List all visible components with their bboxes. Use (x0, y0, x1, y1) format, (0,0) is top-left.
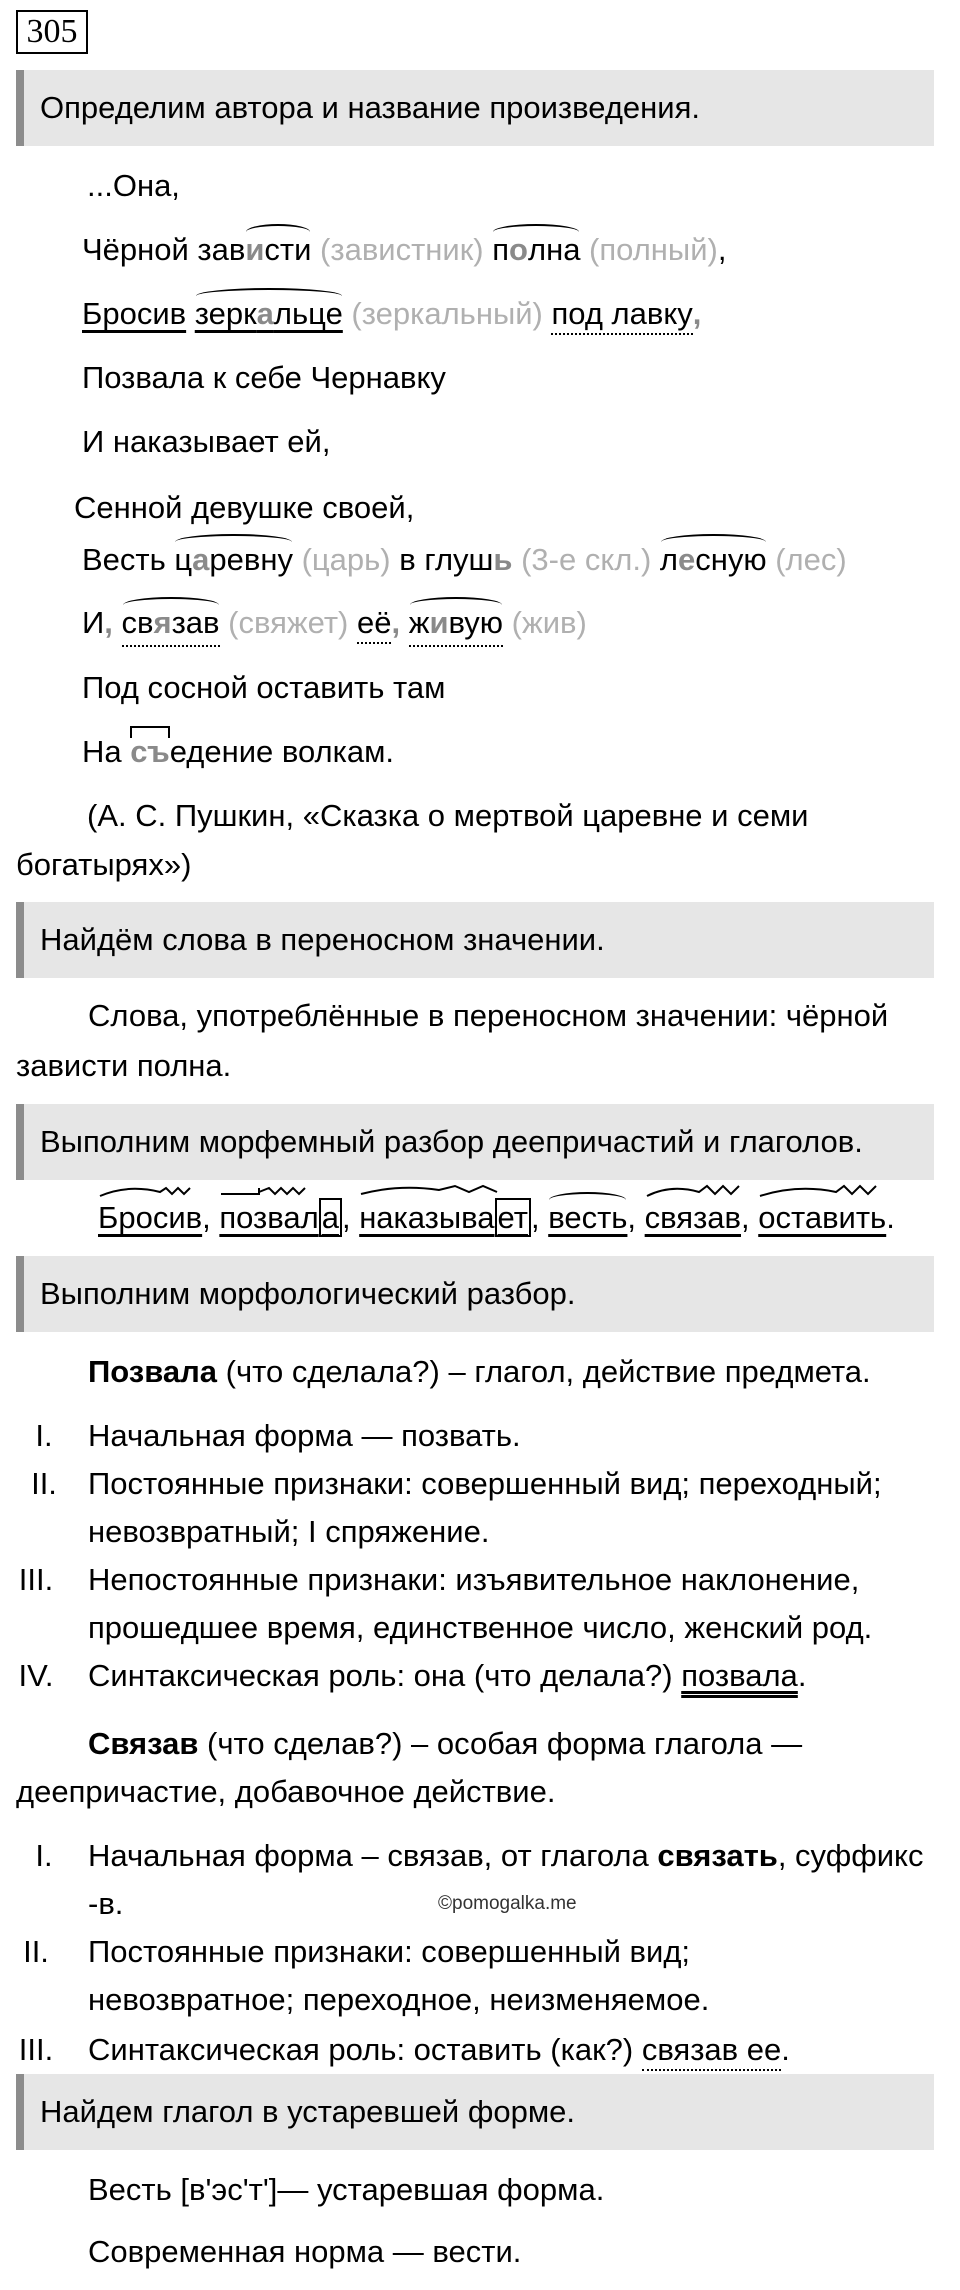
section-banner-author (16, 70, 934, 146)
analysis1-num-4: IV. (18, 1658, 54, 1693)
word-zerkaltse: зеркальце (195, 294, 343, 334)
poem-line-5: И наказывает ей, (82, 424, 331, 459)
section-title: Выполним морфемный разбор деепричастий и глаголов. (40, 1124, 863, 1159)
morpheme-word-nakazyvaet: наказывает (359, 1198, 531, 1238)
word-polna: полна (492, 230, 580, 270)
task-number: 305 (16, 10, 88, 54)
note-polny: (полный) (580, 232, 718, 267)
analysis1-num-2: II. (31, 1466, 57, 1501)
analysis1-item-2-line-2: невозвратный; I спряжение. (88, 1514, 490, 1549)
analysis2-item-1-line-2: -в. (88, 1886, 124, 1921)
section-banner-archaic (16, 2074, 934, 2150)
note-zhiv: (жив) (503, 605, 587, 640)
morpheme-word-vest: весть (548, 1198, 627, 1238)
analysis1-item-3-line-1: Непостоянные признаки: изъявительное наклонение, (88, 1562, 860, 1597)
dotted-adverbial: связав ее (642, 2032, 781, 2071)
word-tsarevnu: царевну (174, 540, 293, 580)
word-zhivuyu: живую (409, 603, 503, 647)
section-banner-morphological (16, 1256, 934, 1332)
word-brosiv: Бросив (82, 296, 187, 331)
section-banner-figurative (16, 902, 934, 978)
underlined-predicate: позвала (681, 1658, 798, 1693)
poem-line-3: Бросив зеркальце (зеркальный) под лавку, (82, 294, 701, 334)
note-tsar: (царь) (292, 542, 400, 577)
archaic-line-2: Современная норма — вести. (88, 2234, 522, 2269)
archaic-line-1: Весть [в'эс'т']— устаревшая форма. (88, 2172, 605, 2207)
word-pod-lavku: под лавку (551, 296, 692, 335)
analysis1-word: Позвала (88, 1354, 218, 1389)
poem-line-1: ...Она, (87, 168, 180, 203)
poem-line-2: Чёрной зависти (завистник) полна (полный), (82, 230, 726, 270)
morpheme-word-pozvala: позвала (219, 1198, 342, 1238)
section-title: Найдём слова в переносном значении. (40, 922, 605, 957)
analysis2-num-1: I. (35, 1838, 53, 1873)
morpheme-word-svyazav: связав (645, 1198, 741, 1238)
source-line-2: богатырях») (16, 847, 192, 882)
figurative-line-2: зависти полна. (16, 1048, 232, 1083)
analysis2-heading: Связав (что сделав?) – особая форма глагола — (88, 1726, 803, 1761)
analysis2-item-1: Начальная форма – связав, от глагола связать, суффикс (88, 1838, 924, 1873)
source-line-1: (А. С. Пушкин, «Сказка о мертвой царевне и семи (87, 798, 809, 833)
poem-line-4: Позвала к себе Чернавку (82, 360, 446, 395)
note-les: (лес) (766, 542, 847, 577)
analysis1-heading: Позвала (что сделала?) – глагол, действие предмета. (88, 1354, 871, 1389)
word-svyazav: связав (122, 603, 220, 647)
analysis2-item-2-line-1: Постоянные признаки: совершенный вид; (88, 1934, 691, 1969)
analysis2-heading-line-2: деепричастие, добавочное действие. (16, 1774, 556, 1809)
section-banner-morphemes (16, 1104, 934, 1180)
note-zerkalny: (зеркальный) (342, 296, 552, 331)
analysis1-num-1: I. (35, 1418, 53, 1453)
analysis2-word: Связав (88, 1726, 199, 1761)
analysis2-item-3: Синтаксическая роль: оставить (как?) связав ее. (88, 2030, 790, 2070)
section-title: Найдем глагол в устаревшей форме. (40, 2094, 576, 2129)
note-declension: (3-е скл.) (512, 542, 660, 577)
analysis1-num-3: III. (18, 1562, 54, 1597)
poem-line-7: Весть царевну (царь) в глушь (3-е скл.) лесную (лес) (82, 540, 847, 580)
word-eyo: её (357, 605, 391, 644)
watermark: ©pomogalka.me (438, 1893, 577, 1914)
analysis2-num-3: III. (18, 2032, 54, 2067)
morpheme-word-brosiv: Бросив (98, 1198, 202, 1238)
morpheme-word-ostavit: оставить (758, 1198, 886, 1238)
analysis1-item-1: Начальная форма — позвать. (88, 1418, 521, 1453)
section-title: Выполним морфологический разбор. (40, 1276, 576, 1311)
poem-line-8: И, связав (свяжет) её, живую (жив) (82, 603, 587, 647)
figurative-line-1: Слова, употреблённые в переносном значении: чёрной (88, 998, 889, 1033)
analysis1-item-4: Синтаксическая роль: она (что делала?) позвала. (88, 1658, 807, 1693)
poem-line-9: Под сосной оставить там (82, 670, 446, 705)
analysis2-num-2: II. (23, 1934, 49, 1969)
morpheme-line: Бросив, позвала, наказывает, весть, связав, оставить. (98, 1198, 895, 1238)
word-zavisti: Чёрной зависти (82, 232, 311, 267)
poem-line-6: Сенной девушке своей, (74, 490, 415, 525)
analysis1-item-2-line-1: Постоянные признаки: совершенный вид; переходный; (88, 1466, 882, 1501)
section-title: Определим автора и название произведения. (40, 90, 700, 125)
poem-line-10: На съедение волкам. (82, 732, 394, 772)
analysis1-item-3-line-2: прошедшее время, единственное число, женский род. (88, 1610, 873, 1645)
word-lesnuyu: лесную (660, 540, 767, 580)
analysis2-item-2-line-2: невозвратное; переходное, неизменяемое. (88, 1982, 710, 2017)
note-zavistnik: (завистник) (311, 232, 493, 267)
note-svyazhet: (свяжет) (219, 605, 357, 640)
prefix-bracket: съ (130, 732, 169, 772)
